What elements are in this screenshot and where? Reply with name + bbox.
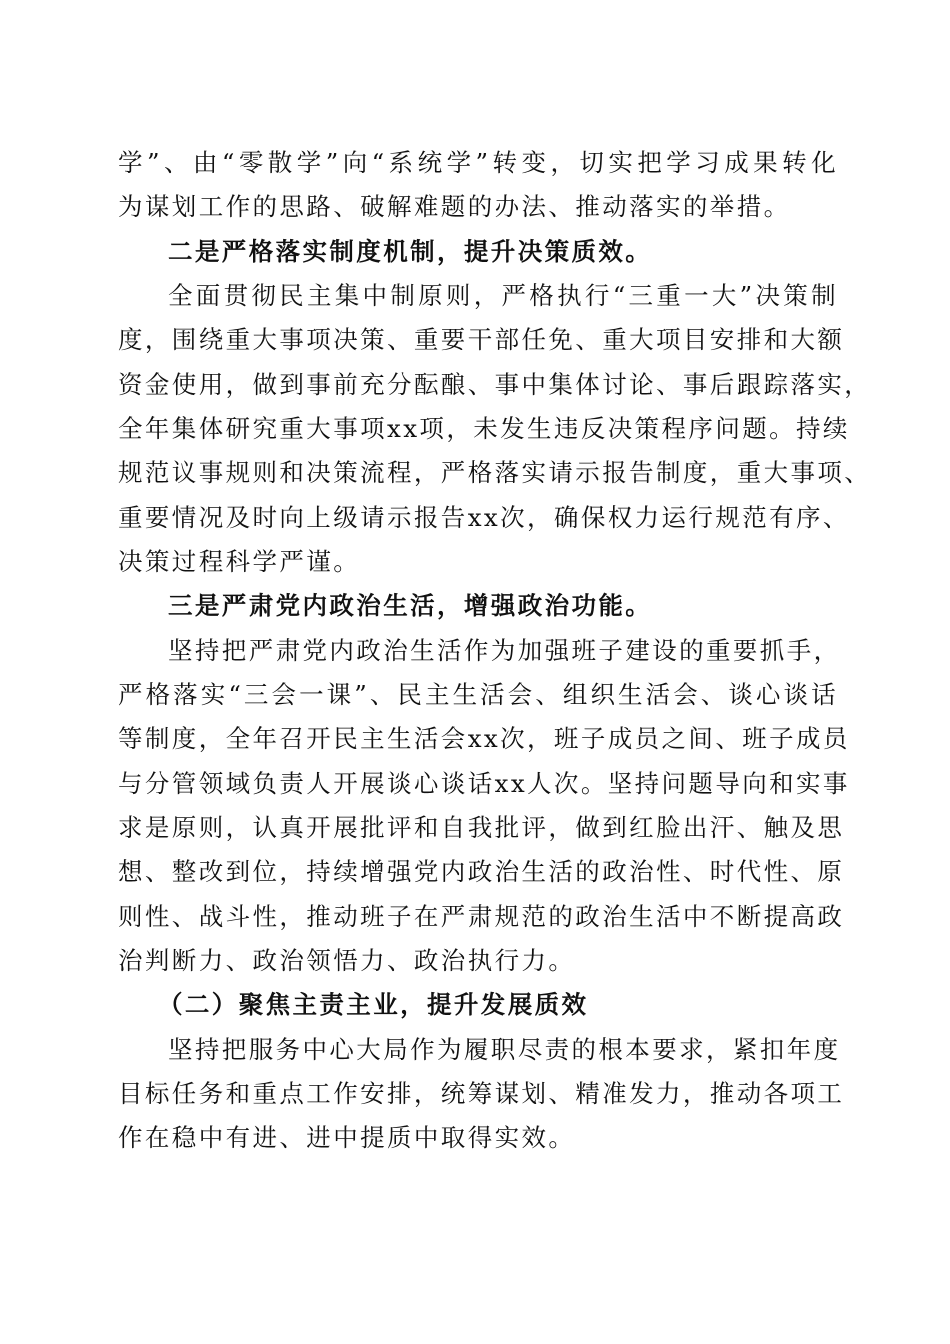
paragraph-line: 全面贯彻民主集中制原则，严格执行“三重一大”决策制 bbox=[168, 281, 838, 310]
paragraph-line: 重要情况及时向上级请示报告xx次，确保权力运行规范有序、 bbox=[118, 503, 850, 532]
paragraph-line: 决策过程科学严谨。 bbox=[118, 547, 361, 576]
section-heading: 三是严肃党内政治生活，增强政治功能。 bbox=[168, 591, 653, 620]
paragraph-line: 想、整改到位，持续增强党内政治生活的政治性、时代性、原 bbox=[118, 857, 845, 886]
paragraph-line: 目标任务和重点工作安排，统筹谋划、精准发力，推动各项工 bbox=[118, 1079, 845, 1108]
paragraph-line: 度，围绕重大事项决策、重要干部任免、重大项目安排和大额 bbox=[118, 325, 845, 354]
paragraph-line: 资金使用，做到事前充分酝酿、事中集体讨论、事后跟踪落实， bbox=[118, 370, 872, 399]
paragraph-line: 等制度，全年召开民主生活会xx次，班子成员之间、班子成员 bbox=[118, 724, 850, 753]
paragraph-line: 则性、战斗性，推动班子在严肃规范的政治生活中不断提高政 bbox=[118, 902, 845, 931]
paragraph-line: 全年集体研究重大事项xx项，未发生违反决策程序问题。持续 bbox=[118, 414, 850, 443]
paragraph-line: 求是原则，认真开展批评和自我批评，做到红脸出汗、触及思 bbox=[118, 813, 845, 842]
paragraph-line: 坚持把严肃党内政治生活作为加强班子建设的重要抓手， bbox=[168, 636, 841, 665]
section-heading: 二是严格落实制度机制，提升决策质效。 bbox=[168, 237, 653, 266]
paragraph-line: 学”、由“零散学”向“系统学”转变，切实把学习成果转化 bbox=[118, 148, 838, 177]
paragraph-line: 坚持把服务中心大局作为履职尽责的根本要求，紧扣年度 bbox=[168, 1035, 841, 1064]
subsection-heading: （二）聚焦主责主业，提升发展质效 bbox=[158, 990, 589, 1019]
paragraph-line: 规范议事规则和决策流程，严格落实请示报告制度，重大事项、 bbox=[118, 458, 872, 487]
paragraph-line: 治判断力、政治领悟力、政治执行力。 bbox=[118, 946, 576, 975]
paragraph-line: 严格落实“三会一课”、民主生活会、组织生活会、谈心谈话 bbox=[118, 680, 838, 709]
paragraph-line: 作在稳中有进、进中提质中取得实效。 bbox=[118, 1123, 576, 1152]
paragraph-line: 与分管领域负责人开展谈心谈话xx人次。坚持问题导向和实事 bbox=[118, 769, 850, 798]
paragraph-line: 为谋划工作的思路、破解难题的办法、推动落实的举措。 bbox=[118, 192, 791, 221]
